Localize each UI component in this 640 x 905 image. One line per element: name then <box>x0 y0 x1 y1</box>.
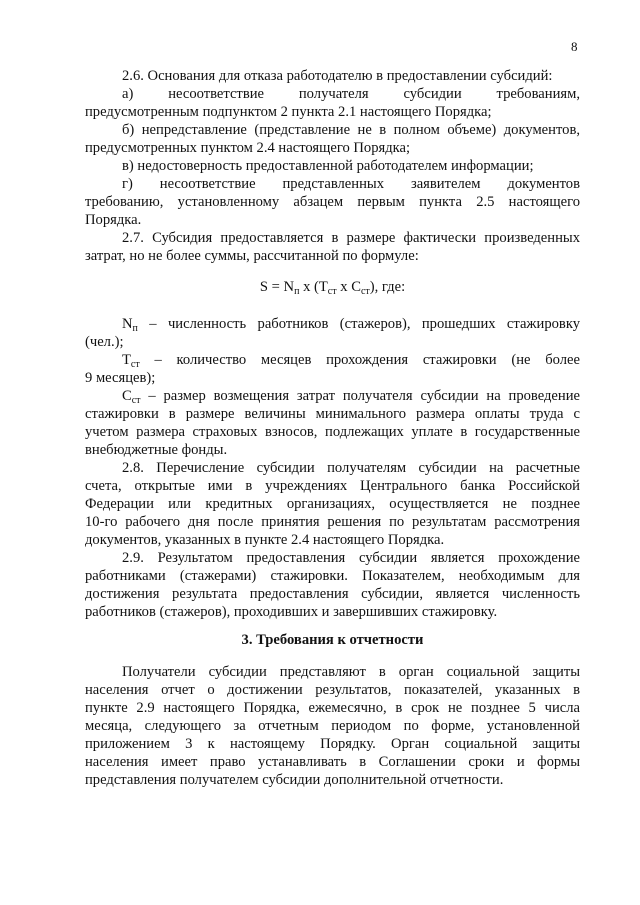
section-2-6-item-v: в) недостоверность предоставленной работодателем информации; <box>122 158 534 174</box>
section-3-line6: населения имеет право устанавливать в Соглашении сроки и формы <box>85 754 580 770</box>
section-3-line7: представления получателем субсидии дополнительной отчетности. <box>85 772 504 788</box>
section-2-6-heading: 2.6. Основания для отказа работодателю в предоставлении субсидий: <box>122 68 553 84</box>
section-2-6-item-g-line3: Порядка. <box>85 212 142 228</box>
section-3-line4: месяца, следующего за отчетным периодом по форме, установленной <box>85 718 580 734</box>
section-2-7-line2: затрат, но не более суммы, рассчитанной по формуле: <box>85 248 419 264</box>
section-2-8-line3: Федерации или кредитных организациях, осуществляется не позднее <box>85 496 580 512</box>
section-2-8-line4: 10-го рабочего дня после принятия решения по результатам рассмотрения <box>85 514 580 530</box>
section-2-9-line4: работников (стажеров), проходивших и завершивших стажировку. <box>85 604 498 620</box>
section-3-line2: населения отчет о достижении результатов, показателей, указанных в <box>85 682 580 698</box>
definition-c-line3: учетом размера страховых взносов, подлежащих уплате в государственные <box>85 424 580 440</box>
section-2-6-item-g-line2: требованию, установленному абзацем первым пункта 2.5 настоящего <box>85 194 580 210</box>
section-3-line1: Получатели субсидии представляют в орган социальной защиты <box>122 664 580 680</box>
formula: $S = N_п$ x ($T_{ст}$ x $C_{ст}$), где: <box>259 279 406 297</box>
definition-c-line1: $C_{ст}$ – размер возмещения затрат получателя субсидии на проведение <box>122 388 580 406</box>
section-2-9-line1: 2.9. Результатом предоставления субсидии является прохождение <box>122 550 580 566</box>
section-2-6-item-a-line2: предусмотренным подпунктом 2 пункта 2.1 настоящего Порядка; <box>85 104 492 120</box>
section-2-8-line2: счета, открытые ими в учреждениях Центрального банка Российской <box>85 478 580 494</box>
definition-t-line1: $T_{ст}$ – количество месяцев прохождения стажировки (не более <box>122 352 580 370</box>
definition-n-line1: $N_п$ – численность работников (стажеров), прошедших стажировку <box>122 316 580 334</box>
section-2-8-line5: документов, указанных в пункте 2.4 настоящего Порядка. <box>85 532 445 548</box>
section-2-9-line2: работниками (стажерами) стажировки. Показателем, необходимым для <box>85 568 580 584</box>
section-2-6-item-g-line1: г) несоответствие представленных заявителем документов <box>122 176 580 192</box>
section-2-9-line3: достижения результата предоставления субсидии, является численность <box>85 586 580 602</box>
section-2-6-item-b-line2: предусмотренных пунктом 2.4 настоящего Порядка; <box>85 140 411 156</box>
section-2-6-item-a-line1: а) несоответствие получателя субсидии требованиям, <box>122 86 580 102</box>
section-3-line5: приложением 3 к настоящему Порядку. Орган социальной защиты <box>85 736 580 752</box>
definition-c-line4: внебюджетные фонды. <box>85 442 228 458</box>
section-3-heading: 3. Требования к отчетности <box>241 632 424 648</box>
definition-c-line2: стажировки в размере величины минимального размера оплаты труда с <box>85 406 580 422</box>
section-3-line3: пункте 2.9 настоящего Порядка, ежемесячно, в срок не позднее 5 числа <box>85 700 580 716</box>
definition-t-line2: 9 месяцев); <box>85 370 156 386</box>
definition-n-line2: (чел.); <box>85 334 124 350</box>
section-2-6-item-b-line1: б) непредставление (представление не в полном объеме) документов, <box>122 122 580 138</box>
section-2-8-line1: 2.8. Перечисление субсидии получателям субсидии на расчетные <box>122 460 580 476</box>
section-2-7-line1: 2.7. Субсидия предоставляется в размере фактически произведенных <box>122 230 580 246</box>
page-number: 8 <box>571 39 578 54</box>
